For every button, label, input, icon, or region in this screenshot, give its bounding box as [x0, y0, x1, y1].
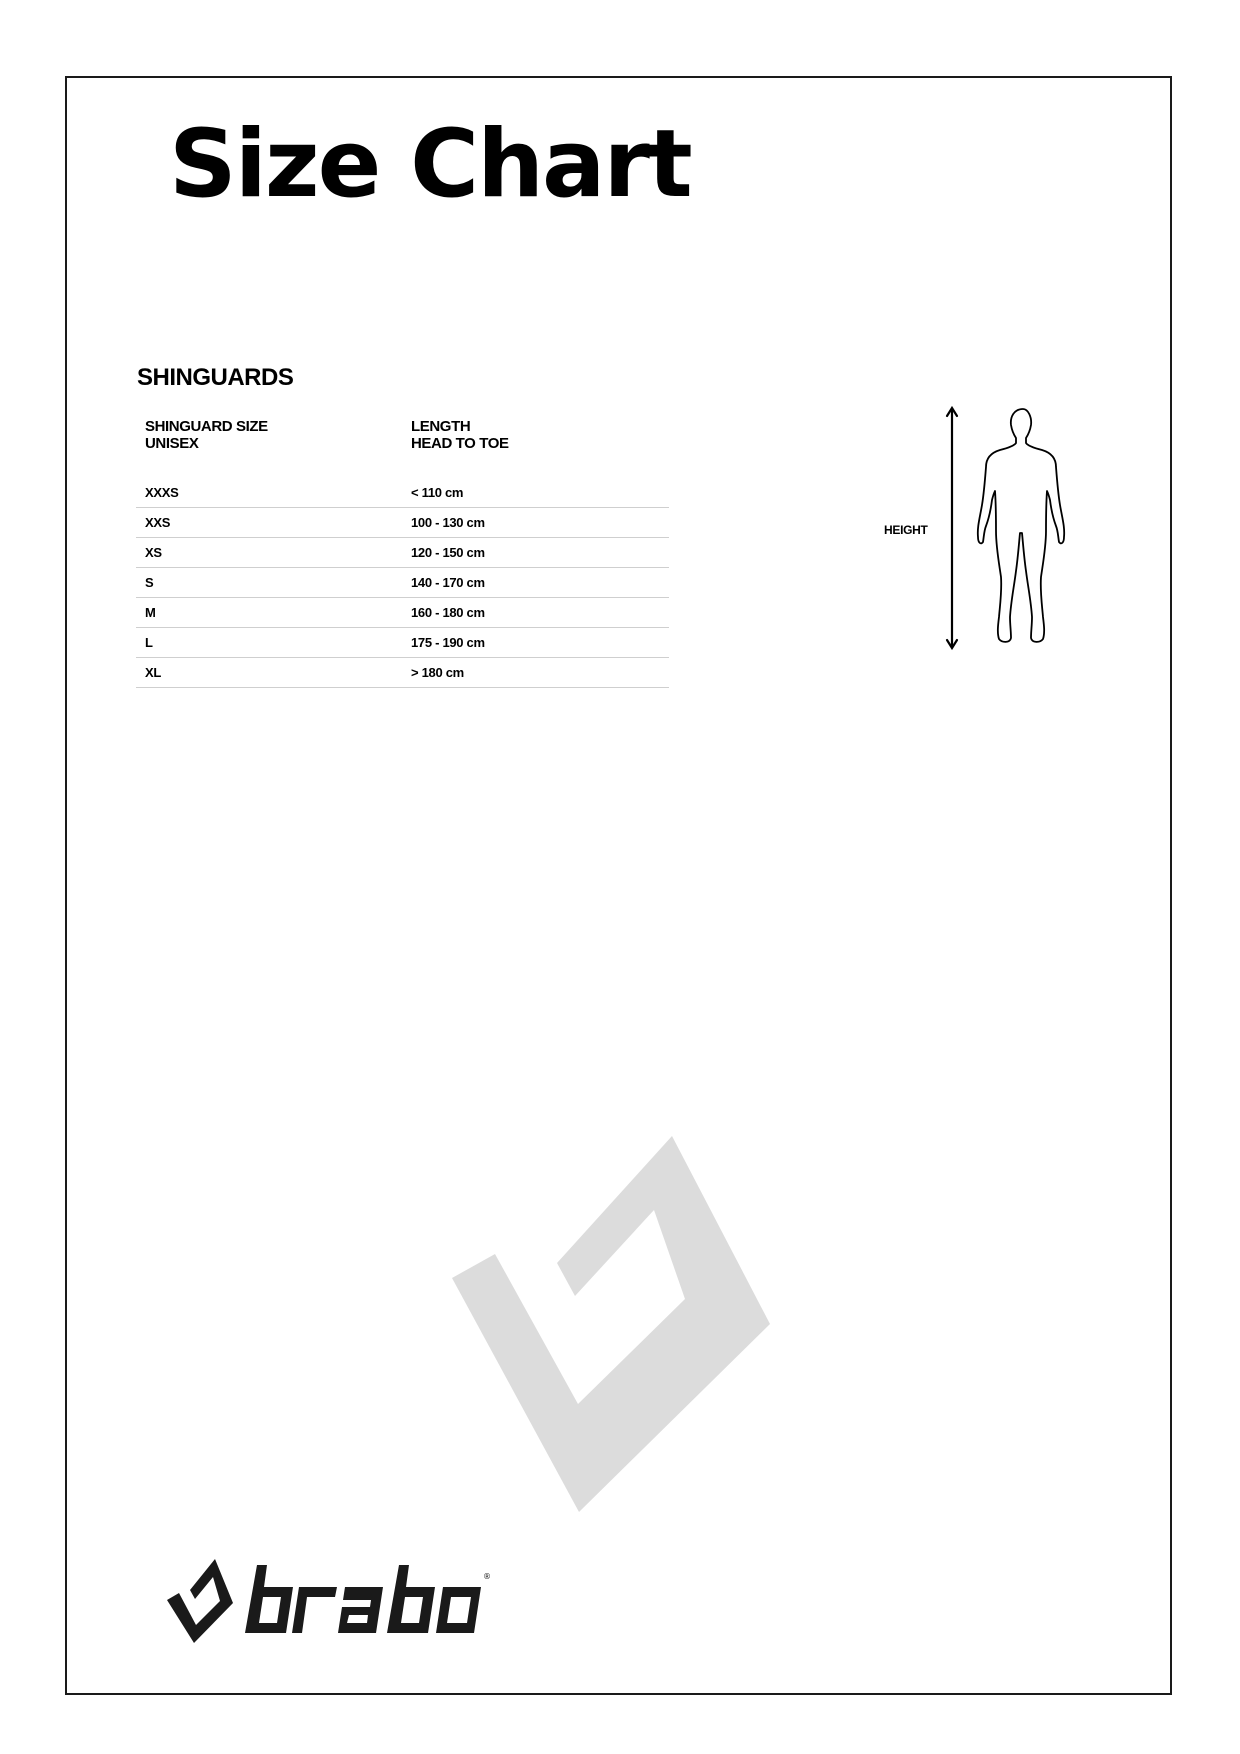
table-row — [136, 628, 669, 658]
column-header-size — [136, 414, 411, 478]
size-cell: XS — [136, 538, 411, 568]
column-header-line: UNISEX — [145, 435, 199, 452]
section-title: SHINGUARDS — [137, 364, 294, 391]
height-arrow-icon — [947, 408, 957, 648]
length-cell: > 180 cm — [411, 658, 669, 688]
table-row — [136, 568, 669, 598]
size-cell: S — [136, 568, 411, 598]
brabo-logo-icon — [165, 1555, 491, 1645]
height-label: HEIGHT — [884, 523, 928, 537]
table-row — [136, 538, 669, 568]
table-row — [136, 658, 669, 688]
body-outline — [978, 409, 1064, 642]
length-cell: 175 - 190 cm — [411, 628, 669, 658]
length-cell: 120 - 150 cm — [411, 538, 669, 568]
registered-mark: ® — [483, 1572, 491, 1581]
table-row — [136, 508, 669, 538]
table-row — [136, 598, 669, 628]
column-header-length — [411, 414, 669, 478]
column-header-line: HEAD TO TOE — [411, 435, 509, 452]
human-silhouette-icon — [940, 405, 1070, 655]
length-cell: < 110 cm — [411, 478, 669, 508]
size-cell: M — [136, 598, 411, 628]
column-header-line: LENGTH — [411, 418, 471, 435]
size-cell: XXS — [136, 508, 411, 538]
table-row — [136, 478, 669, 508]
size-cell: XXXS — [136, 478, 411, 508]
table-header-row — [136, 414, 669, 478]
length-cell: 160 - 180 cm — [411, 598, 669, 628]
length-cell: 140 - 170 cm — [411, 568, 669, 598]
size-cell: L — [136, 628, 411, 658]
page-title: Size Chart — [169, 110, 691, 219]
column-header-line: SHINGUARD SIZE — [145, 418, 268, 435]
size-cell: XL — [136, 658, 411, 688]
brabo-mark-icon — [440, 1120, 800, 1540]
length-cell: 100 - 130 cm — [411, 508, 669, 538]
size-table — [136, 414, 669, 688]
